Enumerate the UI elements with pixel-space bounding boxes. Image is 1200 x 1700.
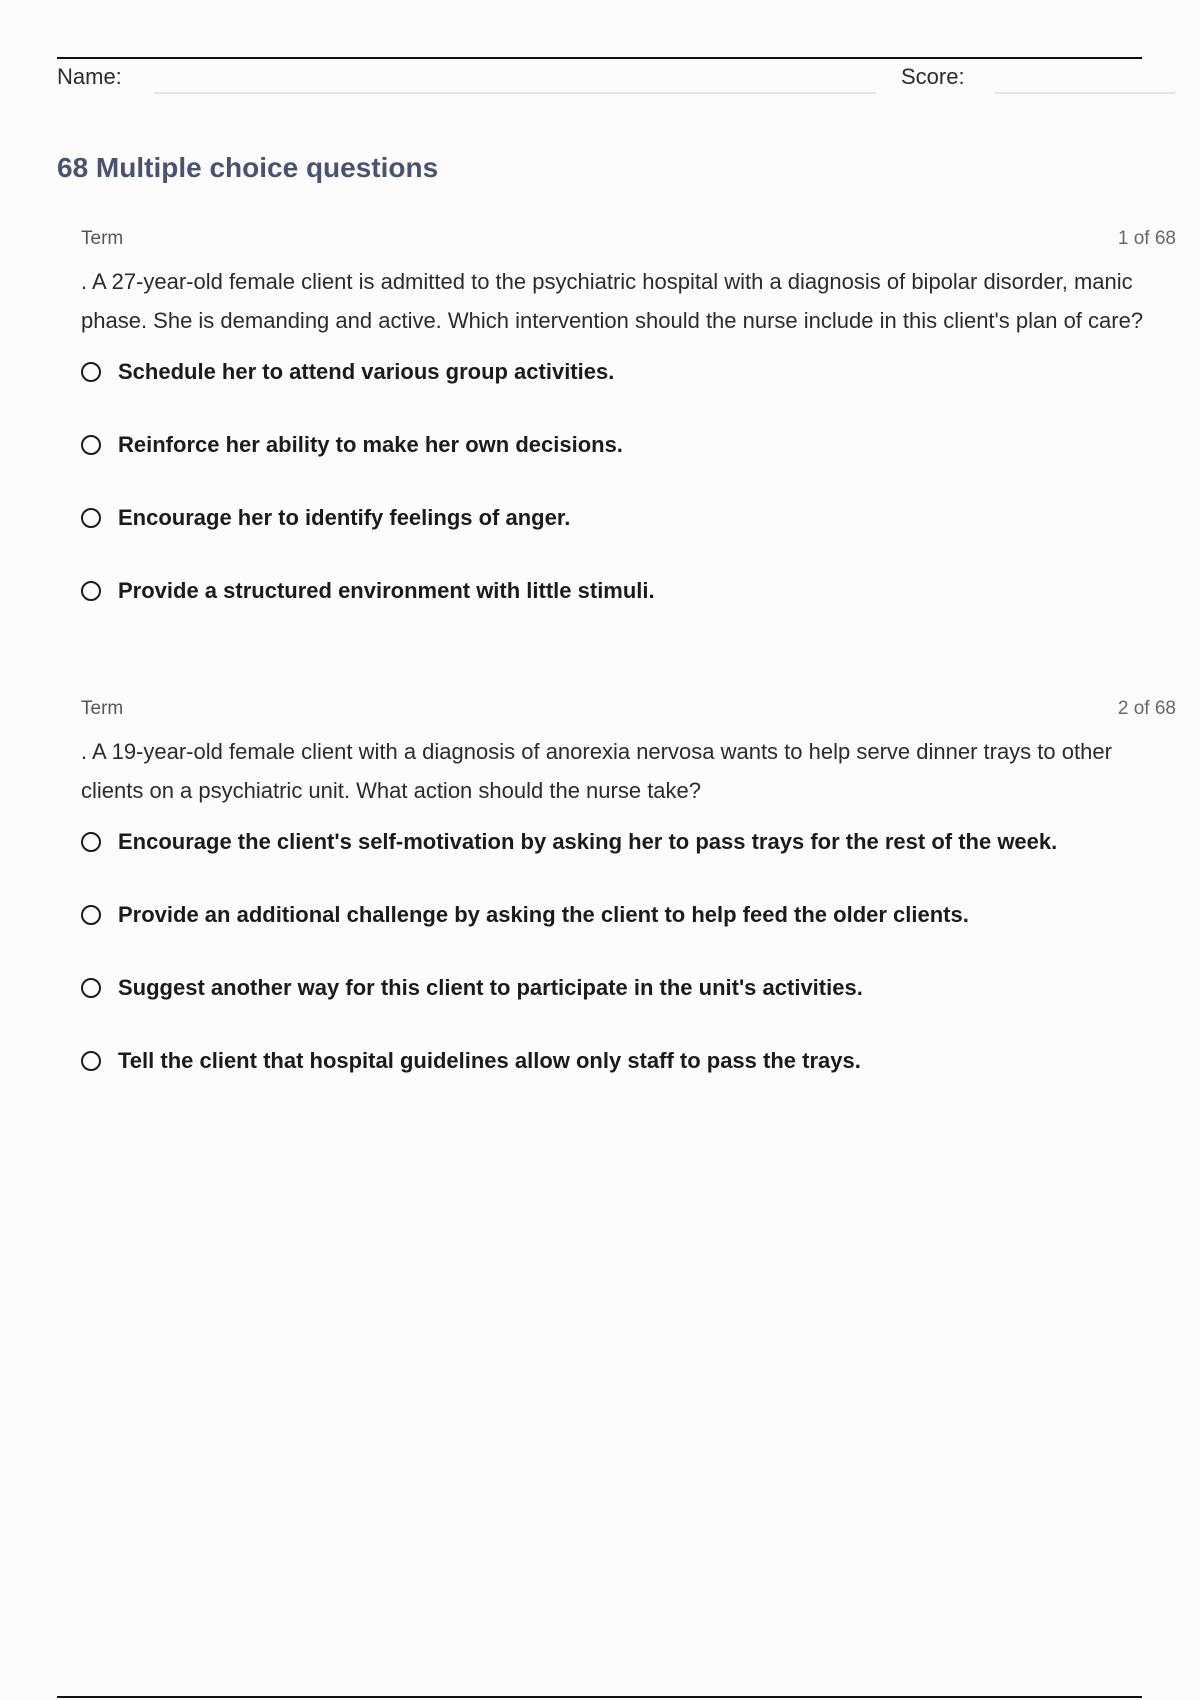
answer-option-label[interactable]: Provide a structured environment with little stimuli. <box>118 578 655 603</box>
radio-button-icon[interactable] <box>81 508 101 528</box>
answer-option[interactable] <box>81 970 1176 1043</box>
question-card <box>81 224 1176 646</box>
top-divider <box>57 57 1142 59</box>
answer-option[interactable] <box>81 897 1176 970</box>
answer-option-label[interactable]: Schedule her to attend various group activities. <box>118 359 615 384</box>
answer-option[interactable] <box>81 500 1176 573</box>
radio-button-icon[interactable] <box>81 1051 101 1071</box>
question-header <box>81 224 1176 254</box>
answer-option[interactable] <box>81 824 1176 897</box>
radio-button-icon[interactable] <box>81 362 101 382</box>
question-counter: 1 of 68 <box>1117 228 1176 249</box>
radio-button-icon[interactable] <box>81 832 101 852</box>
score-field-line[interactable] <box>995 92 1175 94</box>
radio-button-icon[interactable] <box>81 435 101 455</box>
question-text: . A 27-year-old female client is admitted to the psychiatric hospital with a diagnosis of bipolar disorder, manic phase. She is demanding and active. Which intervention should the nurse include in this client's plan of care? <box>81 269 1144 333</box>
worksheet-header <box>57 62 1177 98</box>
question-text: . A 19-year-old female client with a diagnosis of anorexia nervosa wants to help serve dinner trays to other clients on a psychiatric unit. What action should the nurse take? <box>81 739 1112 803</box>
answer-option[interactable] <box>81 427 1176 500</box>
radio-button-icon[interactable] <box>81 581 101 601</box>
term-label: Term <box>81 698 124 719</box>
answer-option[interactable] <box>81 1043 1176 1116</box>
page-title: 68 Multiple choice questions <box>57 152 439 183</box>
question-card <box>81 694 1176 1116</box>
answer-option-label[interactable]: Encourage the client's self-motivation by asking her to pass trays for the rest of the week. <box>118 829 1058 854</box>
score-label: Score: <box>901 64 965 89</box>
radio-button-icon[interactable] <box>81 978 101 998</box>
answer-option-label[interactable]: Tell the client that hospital guidelines allow only staff to pass the trays. <box>118 1048 861 1073</box>
answer-option[interactable] <box>81 573 1176 646</box>
answer-option-label[interactable]: Suggest another way for this client to participate in the unit's activities. <box>118 975 863 1000</box>
answer-options <box>81 354 1176 646</box>
question-counter: 2 of 68 <box>1117 698 1176 719</box>
term-label: Term <box>81 228 124 249</box>
answer-option-label[interactable]: Provide an additional challenge by asking the client to help feed the older clients. <box>118 902 969 927</box>
name-label: Name: <box>57 64 122 89</box>
answer-option[interactable] <box>81 354 1176 427</box>
answer-option-label[interactable]: Reinforce her ability to make her own decisions. <box>118 432 623 457</box>
name-field-line[interactable] <box>154 92 876 94</box>
bottom-divider <box>57 1696 1142 1698</box>
answer-options <box>81 824 1176 1116</box>
radio-button-icon[interactable] <box>81 905 101 925</box>
answer-option-label[interactable]: Encourage her to identify feelings of anger. <box>118 505 571 530</box>
question-header <box>81 694 1176 724</box>
